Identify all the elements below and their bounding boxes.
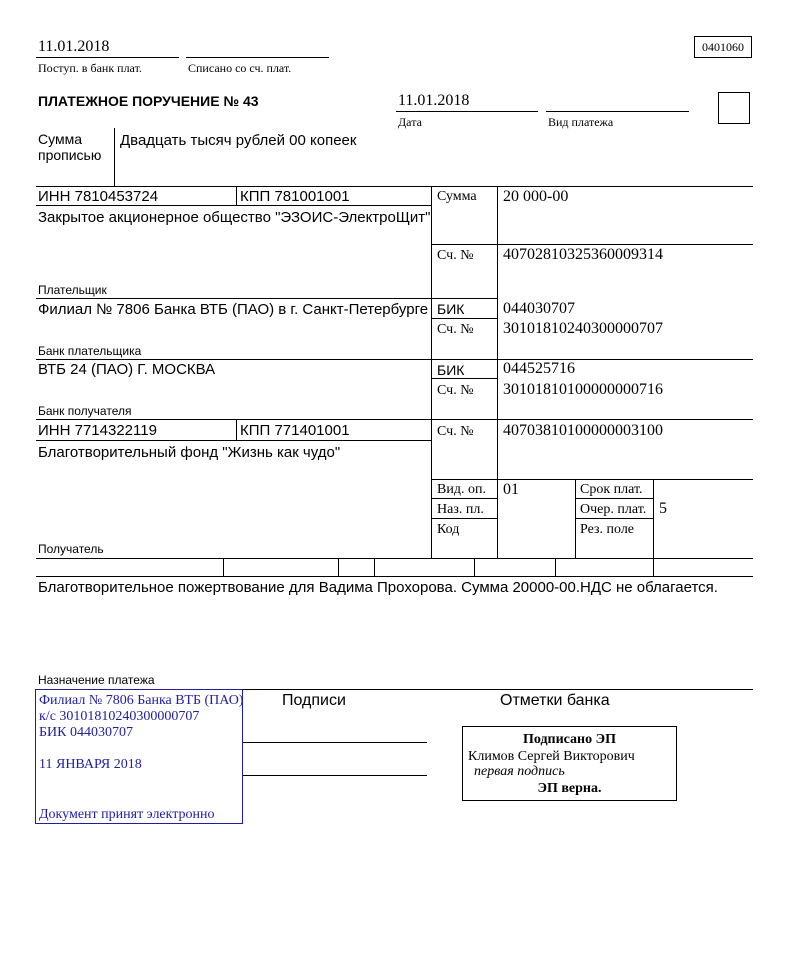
bank-received-label: Поступ. в банк плат.	[38, 61, 142, 75]
divider	[236, 419, 237, 440]
divider	[36, 298, 497, 299]
recipient-bank-bik: 044525716	[503, 360, 575, 377]
payer-bank-name: Филиал № 7806 Банка ВТБ (ПАО) в г. Санкт-Петербурге	[38, 301, 429, 318]
payer-inn: ИНН 7810453724	[38, 188, 159, 205]
payer-bank-bik-label: БИК	[437, 301, 465, 317]
bank-stamp-footer: Документ принят электронно	[39, 807, 215, 822]
divider	[186, 57, 329, 58]
divider	[555, 558, 556, 576]
divider	[36, 558, 753, 559]
signatures-label: Подписи	[282, 692, 346, 709]
bank-received-date: 11.01.2018	[38, 38, 110, 55]
amount-words-value: Двадцать тысяч рублей 00 копеек	[120, 132, 357, 149]
mark-box	[718, 92, 750, 124]
esign-signer-block	[468, 749, 676, 779]
amount-words-label: прописью	[38, 147, 102, 163]
recipient-bank-name: ВТБ 24 (ПАО) Г. МОСКВА	[38, 361, 216, 378]
divider	[431, 186, 432, 558]
priority-label: Очер. плат.	[580, 502, 647, 517]
bank-stamp-line: Филиал № 7806 Банка ВТБ (ПАО)	[39, 693, 244, 708]
bank-stamp	[35, 689, 243, 824]
divider	[236, 186, 237, 205]
signature-line	[243, 742, 427, 743]
form-code: 0401060	[694, 36, 752, 58]
payer-bank-bik: 044030707	[503, 300, 575, 317]
divider	[431, 378, 497, 379]
payer-bank-label: Банк плательщика	[38, 344, 142, 358]
divider	[36, 57, 179, 58]
reserve-label: Рез. поле	[580, 522, 635, 537]
payer-kpp: КПП 781001001	[240, 188, 350, 205]
payer-label: Плательщик	[38, 283, 107, 297]
divider	[338, 558, 339, 576]
divider	[36, 205, 431, 206]
bank-stamp-line: БИК 044030707	[39, 725, 133, 740]
bank-stamp-date: 11 ЯНВАРЯ 2018	[39, 757, 142, 772]
purpose-code-label: Наз. пл.	[437, 502, 484, 517]
payer-name: Закрытое акционерное общество "ЭЗОИС-ЭлектроЩит"	[38, 209, 431, 226]
divider	[114, 128, 115, 186]
divider	[396, 111, 538, 112]
payer-account-label: Сч. №	[437, 248, 474, 263]
order-date-label: Дата	[398, 115, 422, 129]
priority: 5	[659, 500, 667, 517]
divider	[431, 479, 753, 480]
signature-line	[243, 775, 427, 776]
divider	[223, 558, 224, 576]
order-date: 11.01.2018	[398, 92, 470, 109]
esign-signer: Климов Сергей Викторович	[468, 749, 635, 764]
divider	[474, 558, 475, 576]
esign-title: Подписано ЭП	[522, 732, 617, 747]
bank-stamp-line: к/с 30101810240300000707	[39, 709, 200, 724]
recipient-bank-corr-label: Сч. №	[437, 383, 474, 398]
recipient-label: Получатель	[38, 542, 104, 556]
recipient-inn: ИНН 7714322119	[38, 422, 157, 439]
divider	[36, 576, 753, 577]
payer-account: 40702810325360009314	[503, 246, 663, 263]
esign-verified: ЭП верна.	[537, 781, 602, 796]
recipient-account-label: Сч. №	[437, 424, 474, 439]
payer-bank-corr-account: 30101810240300000707	[503, 320, 663, 337]
divider	[653, 558, 654, 576]
divider	[431, 318, 497, 319]
order-title: ПЛАТЕЖНОЕ ПОРУЧЕНИЕ № 43	[38, 93, 259, 109]
esign-stamp	[462, 726, 677, 801]
divider	[546, 111, 689, 112]
recipient-bank-label: Банк получателя	[38, 404, 132, 418]
amount-value: 20 000-00	[503, 188, 569, 205]
recipient-bank-corr-account: 30101810100000000716	[503, 381, 663, 398]
amount-label: Сумма	[437, 189, 477, 204]
purpose-text: Благотворительное пожертвование для Вадима Прохорова. Сумма 20000-00.НДС не облагается.	[38, 579, 718, 596]
purpose-label: Назначение платежа	[38, 673, 155, 687]
payment-type-label: Вид платежа	[548, 115, 614, 129]
recipient-name: Благотворительный фонд "Жизнь как чудо"	[38, 444, 341, 461]
code-label: Код	[437, 522, 460, 537]
divider	[36, 186, 753, 187]
debited-label: Списано со сч. плат.	[188, 61, 292, 75]
due-label: Срок плат.	[580, 482, 643, 497]
divider	[36, 419, 753, 420]
divider	[575, 498, 653, 499]
recipient-bank-bik-label: БИК	[437, 362, 465, 378]
divider	[36, 440, 431, 441]
divider	[431, 518, 497, 519]
divider	[431, 244, 753, 245]
divider	[431, 498, 497, 499]
recipient-account: 40703810100000003100	[503, 422, 663, 439]
bank-marks-label: Отметки банка	[500, 692, 610, 709]
divider	[575, 479, 576, 558]
divider	[36, 359, 753, 360]
divider	[575, 518, 653, 519]
recipient-kpp: КПП 771401001	[240, 422, 350, 439]
esign-role: первая подпись	[474, 764, 565, 779]
divider	[653, 479, 654, 558]
op-type-label: Вид. оп.	[437, 482, 486, 497]
payer-bank-corr-label: Сч. №	[437, 322, 474, 337]
amount-words-label: Сумма	[38, 131, 82, 147]
op-type: 01	[503, 481, 519, 498]
divider	[374, 558, 375, 576]
divider	[497, 186, 498, 558]
